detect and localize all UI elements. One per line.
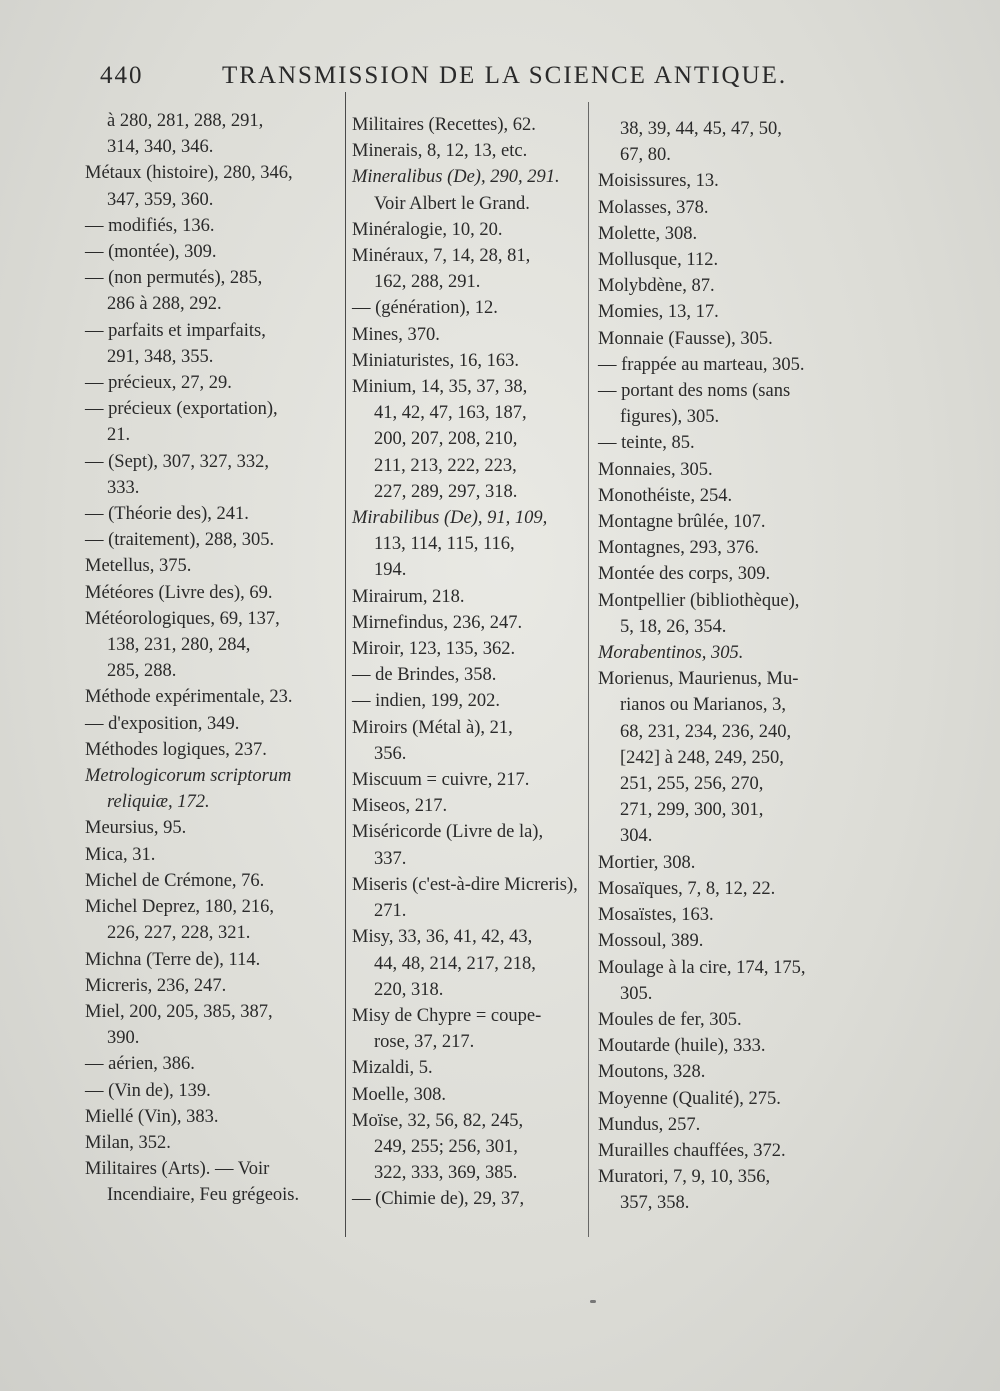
index-entry: Mineralibus (De), 290, 291. (352, 167, 560, 188)
index-entry: Michel de Crémone, 76. (85, 870, 265, 891)
index-entry: Moelle, 308. (352, 1084, 447, 1105)
index-entry: Monothéiste, 254. (598, 485, 733, 506)
index-entry: — (montée), 309. (85, 242, 217, 263)
index-entry: 211, 213, 222, 223, (374, 455, 517, 476)
index-entry: Minéralogie, 10, 20. (352, 219, 503, 240)
index-entry: Metrologicorum scriptorum (85, 766, 292, 787)
index-entry: Miscuum = cuivre, 217. (352, 770, 530, 791)
index-entry: 337. (374, 848, 407, 869)
index-entry: 44, 48, 214, 217, 218, (374, 953, 536, 974)
index-entry: Molasses, 378. (598, 197, 709, 218)
index-entry: Moutarde (huile), 333. (598, 1036, 766, 1057)
index-entry: rianos ou Marianos, 3, (620, 695, 786, 716)
index-entry: Incendiaire, Feu grégeois. (107, 1185, 300, 1206)
index-entry: 138, 231, 280, 284, (107, 635, 251, 656)
index-entry: Miroir, 123, 135, 362. (352, 639, 516, 660)
index-entry: — (traitement), 288, 305. (85, 530, 275, 551)
column-divider-1 (345, 92, 346, 1237)
index-entry: Morabentinos, 305. (598, 643, 744, 664)
index-entry: Mica, 31. (85, 844, 156, 865)
page-number: 440 (100, 62, 144, 89)
index-entry: Méthodes logiques, 237. (85, 739, 267, 760)
index-entry: Miellé (Vin), 383. (85, 1106, 219, 1127)
index-entry: 194. (374, 560, 407, 581)
index-entry: Méthode expérimentale, 23. (85, 687, 293, 708)
column-divider-2 (588, 102, 589, 1237)
index-entry: Michna (Terre de), 114. (85, 949, 261, 970)
index-entry: 305. (620, 983, 653, 1004)
index-entry: — parfaits et imparfaits, (85, 320, 266, 341)
index-entry: — (Chimie de), 29, 37, (352, 1189, 525, 1210)
index-entry: Militaires (Arts). — Voir (85, 1159, 270, 1180)
index-entry: Météorologiques, 69, 137, (85, 608, 280, 629)
index-entry: 356. (374, 743, 407, 764)
index-entry: — (non permutés), 285, (85, 268, 263, 289)
index-entry: — indien, 199, 202. (352, 691, 500, 712)
index-entry: — (Théorie des), 241. (85, 504, 249, 525)
index-column-3 (598, 116, 858, 1217)
index-entry: 322, 333, 369, 385. (374, 1163, 518, 1184)
index-entry: Mollusque, 112. (598, 250, 719, 271)
index-entry: Milan, 352. (85, 1132, 171, 1153)
index-entry: reliquiæ, 172. (107, 792, 210, 813)
index-entry: 271, 299, 300, 301, (620, 800, 764, 821)
index-entry: Miroirs (Métal à), 21, (352, 717, 513, 738)
index-entry: Montée des corps, 309. (598, 564, 771, 585)
index-entry: — précieux, 27, 29. (85, 373, 232, 394)
index-entry: Momies, 13, 17. (598, 302, 719, 323)
index-entry: 5, 18, 26, 354. (620, 616, 727, 637)
index-entry: Metellus, 375. (85, 556, 192, 577)
index-entry: — (Sept), 307, 327, 332, (85, 451, 269, 472)
index-entry: Miséricorde (Livre de la), (352, 822, 544, 843)
index-entry: Moules de fer, 305. (598, 1009, 742, 1030)
index-entry: à 280, 281, 288, 291, (107, 111, 264, 131)
index-entry: Molybdène, 87. (598, 276, 715, 297)
index-entry: 251, 255, 256, 270, (620, 774, 764, 795)
index-entry: Moutons, 328. (598, 1062, 706, 1083)
index-entry: Monnaies, 305. (598, 459, 713, 480)
index-entry: Mosaïstes, 163. (598, 905, 714, 926)
index-entry: Miseris (c'est-à-dire Micreris), (352, 874, 578, 895)
index-entry: Moisissures, 13. (598, 171, 719, 192)
index-entry: Voir Albert le Grand. (374, 193, 530, 214)
index-entry: — teinte, 85. (598, 433, 695, 454)
index-entry: Molette, 308. (598, 223, 698, 244)
index-entry: Michel Deprez, 180, 216, (85, 897, 275, 918)
index-entry: 271. (374, 901, 407, 922)
index-entry: Mirabilibus (De), 91, 109, (352, 508, 548, 529)
index-entry: Militaires (Recettes), 62. (352, 115, 536, 135)
index-entry: 38, 39, 44, 45, 47, 50, (620, 119, 782, 139)
index-entry: 226, 227, 228, 321. (107, 923, 251, 944)
index-entry: Misy de Chypre = coupe- (352, 1005, 542, 1026)
index-entry: Mundus, 257. (598, 1114, 701, 1135)
index-entry: Montpellier (bibliothèque), (598, 590, 800, 611)
index-entry: 291, 348, 355. (107, 346, 214, 367)
index-entry: Mizaldi, 5. (352, 1058, 433, 1079)
index-entry: Minerais, 8, 12, 13, etc. (352, 141, 528, 162)
index-entry: Moyenne (Qualité), 275. (598, 1088, 781, 1109)
index-entry: Morienus, Maurienus, Mu- (598, 669, 799, 690)
index-entry: — aérien, 386. (85, 1054, 195, 1075)
index-entry: 220, 318. (374, 979, 444, 1000)
index-entry: 304. (620, 826, 653, 847)
index-entry: 67, 80. (620, 145, 671, 166)
index-column-1 (85, 108, 345, 1209)
index-entry: — portant des noms (sans (598, 381, 791, 402)
index-entry: — (Vin de), 139. (85, 1080, 211, 1101)
index-entry: figures), 305. (620, 407, 720, 428)
index-entry: Mosaïques, 7, 8, 12, 22. (598, 878, 776, 899)
index-entry: 285, 288. (107, 661, 177, 682)
index-entry: Montagnes, 293, 376. (598, 538, 759, 559)
running-head: TRANSMISSION DE LA SCIENCE ANTIQUE. (222, 62, 788, 89)
index-entry: Murailles chauffées, 372. (598, 1140, 786, 1161)
index-entry: Muratori, 7, 9, 10, 356, (598, 1167, 771, 1188)
index-entry: rose, 37, 217. (374, 1032, 475, 1053)
index-entry: 249, 255; 256, 301, (374, 1136, 518, 1157)
index-entry: 41, 42, 47, 163, 187, (374, 403, 527, 424)
index-entry: — (génération), 12. (352, 298, 498, 319)
index-entry: 390. (107, 1028, 140, 1049)
index-entry: [242] à 248, 249, 250, (620, 747, 784, 768)
index-column-2 (352, 112, 602, 1213)
index-entry: Meursius, 95. (85, 818, 187, 839)
index-entry: Mortier, 308. (598, 852, 696, 873)
index-entry: — précieux (exportation), (85, 399, 278, 420)
index-entry: 21. (107, 425, 131, 446)
index-entry: 357, 358. (620, 1193, 690, 1214)
ink-mark (590, 1300, 596, 1303)
index-entry: 333. (107, 477, 140, 498)
index-entry: 286 à 288, 292. (107, 294, 222, 315)
index-entry: Misy, 33, 36, 41, 42, 43, (352, 927, 533, 948)
index-entry: Mirairum, 218. (352, 586, 465, 607)
index-entry: Mossoul, 389. (598, 931, 704, 952)
index-entry: Minéraux, 7, 14, 28, 81, (352, 246, 531, 267)
index-entry: 347, 359, 360. (107, 189, 214, 210)
index-entry: Miel, 200, 205, 385, 387, (85, 1001, 273, 1022)
index-entry: Mirnefindus, 236, 247. (352, 612, 523, 633)
index-entry: 113, 114, 115, 116, (374, 534, 515, 555)
index-entry: Moulage à la cire, 174, 175, (598, 957, 806, 978)
index-entry: Miseos, 217. (352, 796, 448, 817)
index-entry: — frappée au marteau, 305. (598, 354, 805, 375)
index-entry: 200, 207, 208, 210, (374, 429, 518, 450)
index-entry: Monnaie (Fausse), 305. (598, 328, 773, 349)
index-entry: Météores (Livre des), 69. (85, 582, 273, 603)
index-entry: — modifiés, 136. (85, 215, 215, 236)
index-entry: Métaux (histoire), 280, 346, (85, 163, 293, 184)
index-entry: 162, 288, 291. (374, 272, 481, 293)
index-entry: Micreris, 236, 247. (85, 975, 227, 996)
index-entry: 314, 340, 346. (107, 137, 214, 158)
index-entry: — de Brindes, 358. (352, 665, 497, 686)
index-entry: Mines, 370. (352, 324, 440, 345)
index-entry: Montagne brûlée, 107. (598, 512, 766, 533)
index-entry: 227, 289, 297, 318. (374, 481, 518, 502)
page-header (100, 62, 788, 102)
index-entry: Minium, 14, 35, 37, 38, (352, 377, 528, 398)
index-entry: 68, 231, 234, 236, 240, (620, 721, 792, 742)
index-entry: — d'exposition, 349. (85, 713, 240, 734)
index-entry: Moïse, 32, 56, 82, 245, (352, 1110, 524, 1131)
index-entry: Miniaturistes, 16, 163. (352, 350, 520, 371)
